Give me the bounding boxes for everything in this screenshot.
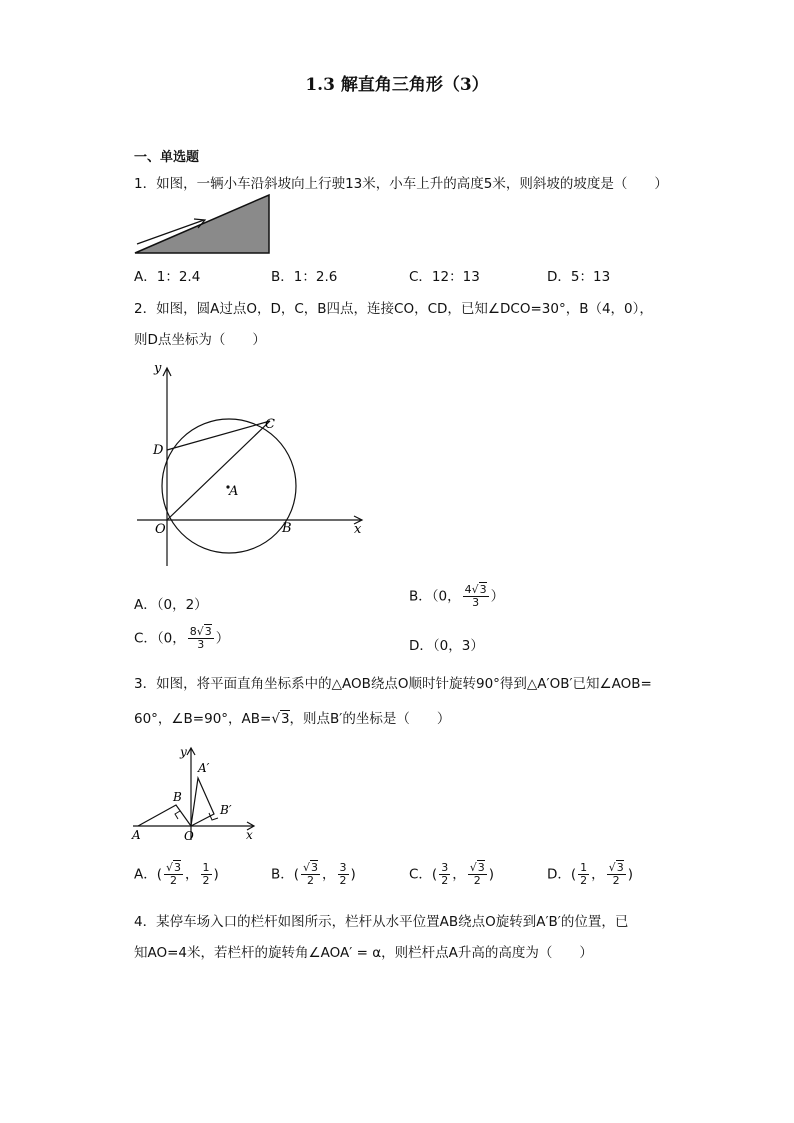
question-1-text: 1．如图，一辆小车沿斜坡向上行驶13米，小车上升的高度5米，则斜坡的坡度是（ ） (134, 176, 668, 192)
label-b: B (282, 521, 292, 536)
q3-option-a: A．( $\frac{√3}{2}$ ， $\frac{1}{2}$ ) (134, 861, 219, 887)
q3-option-d: D．( $\frac{1}{2}$ ， $\frac{√3}{2}$ ) (547, 861, 633, 887)
triangle-aob (138, 805, 191, 826)
q2-option-b: B．（0， $\frac{4√3}{3}$ ） (409, 583, 505, 609)
triangle-a1ob1 (191, 778, 214, 826)
page-title: 1.3 解直角三角形（3） (305, 75, 489, 95)
circle-figure (134, 358, 374, 573)
q3-option-b: B．( $\frac{√3}{2}$ ， $\frac{3}{2}$ ) (271, 861, 356, 887)
label-a1: A′ (198, 761, 210, 775)
q2-option-a: A．（0，2） (134, 597, 208, 613)
label-c: C (265, 417, 275, 432)
label-a: A (229, 484, 239, 499)
label-b1: B′ (220, 803, 232, 817)
label-y: y (180, 745, 187, 759)
q2-option-d: D．（0，3） (409, 638, 484, 654)
q3-option-c: C．( $\frac{3}{2}$ ， $\frac{√3}{2}$ ) (409, 861, 494, 887)
label-x: x (246, 828, 253, 842)
label-o: O (184, 829, 194, 843)
slope-figure (134, 192, 274, 258)
label-x: x (354, 522, 362, 537)
right-angle-b-icon (175, 811, 180, 819)
q1-option-a: A．1：2.4 (134, 269, 201, 285)
label-y: y (154, 361, 162, 376)
question-4-line2: 知AO=4米，若栏杆的旋转角∠AOA′ = α，则栏杆点A升高的高度为（ ） (134, 945, 593, 961)
rotation-figure (130, 740, 260, 845)
question-4-line1: 4．某停车场入口的栏杆如图所示，栏杆从水平位置AB绕点O旋转到A′B′的位置，已 (134, 914, 629, 930)
q1-option-d: D．5：13 (547, 269, 611, 285)
q2-option-c: C．（0， $\frac{8√3}{3}$ ） (134, 625, 230, 651)
question-2-line1: 2．如图，圆A过点O，D，C，B四点，连接CO，CD，已知∠DCO=30°，B（4，0）， (134, 301, 653, 317)
label-o: O (155, 522, 166, 537)
q1-option-b: B．1：2.6 (271, 269, 338, 285)
q1-option-c: C．12：13 (409, 269, 480, 285)
label-d: D (153, 443, 164, 458)
question-2-line2: 则D点坐标为（ ） (134, 332, 266, 348)
label-b: B (173, 790, 182, 804)
section-heading: 一、单选题 (134, 150, 200, 165)
question-3-line2: 60°，∠B=90°，AB=√3，则点B′的坐标是（ ） (134, 711, 451, 727)
question-3-line1: 3．如图，将平面直角坐标系中的△AOB绕点O顺时针旋转90°得到△A′OB′已知∠AOB= (134, 676, 652, 692)
label-a: A (132, 828, 141, 842)
